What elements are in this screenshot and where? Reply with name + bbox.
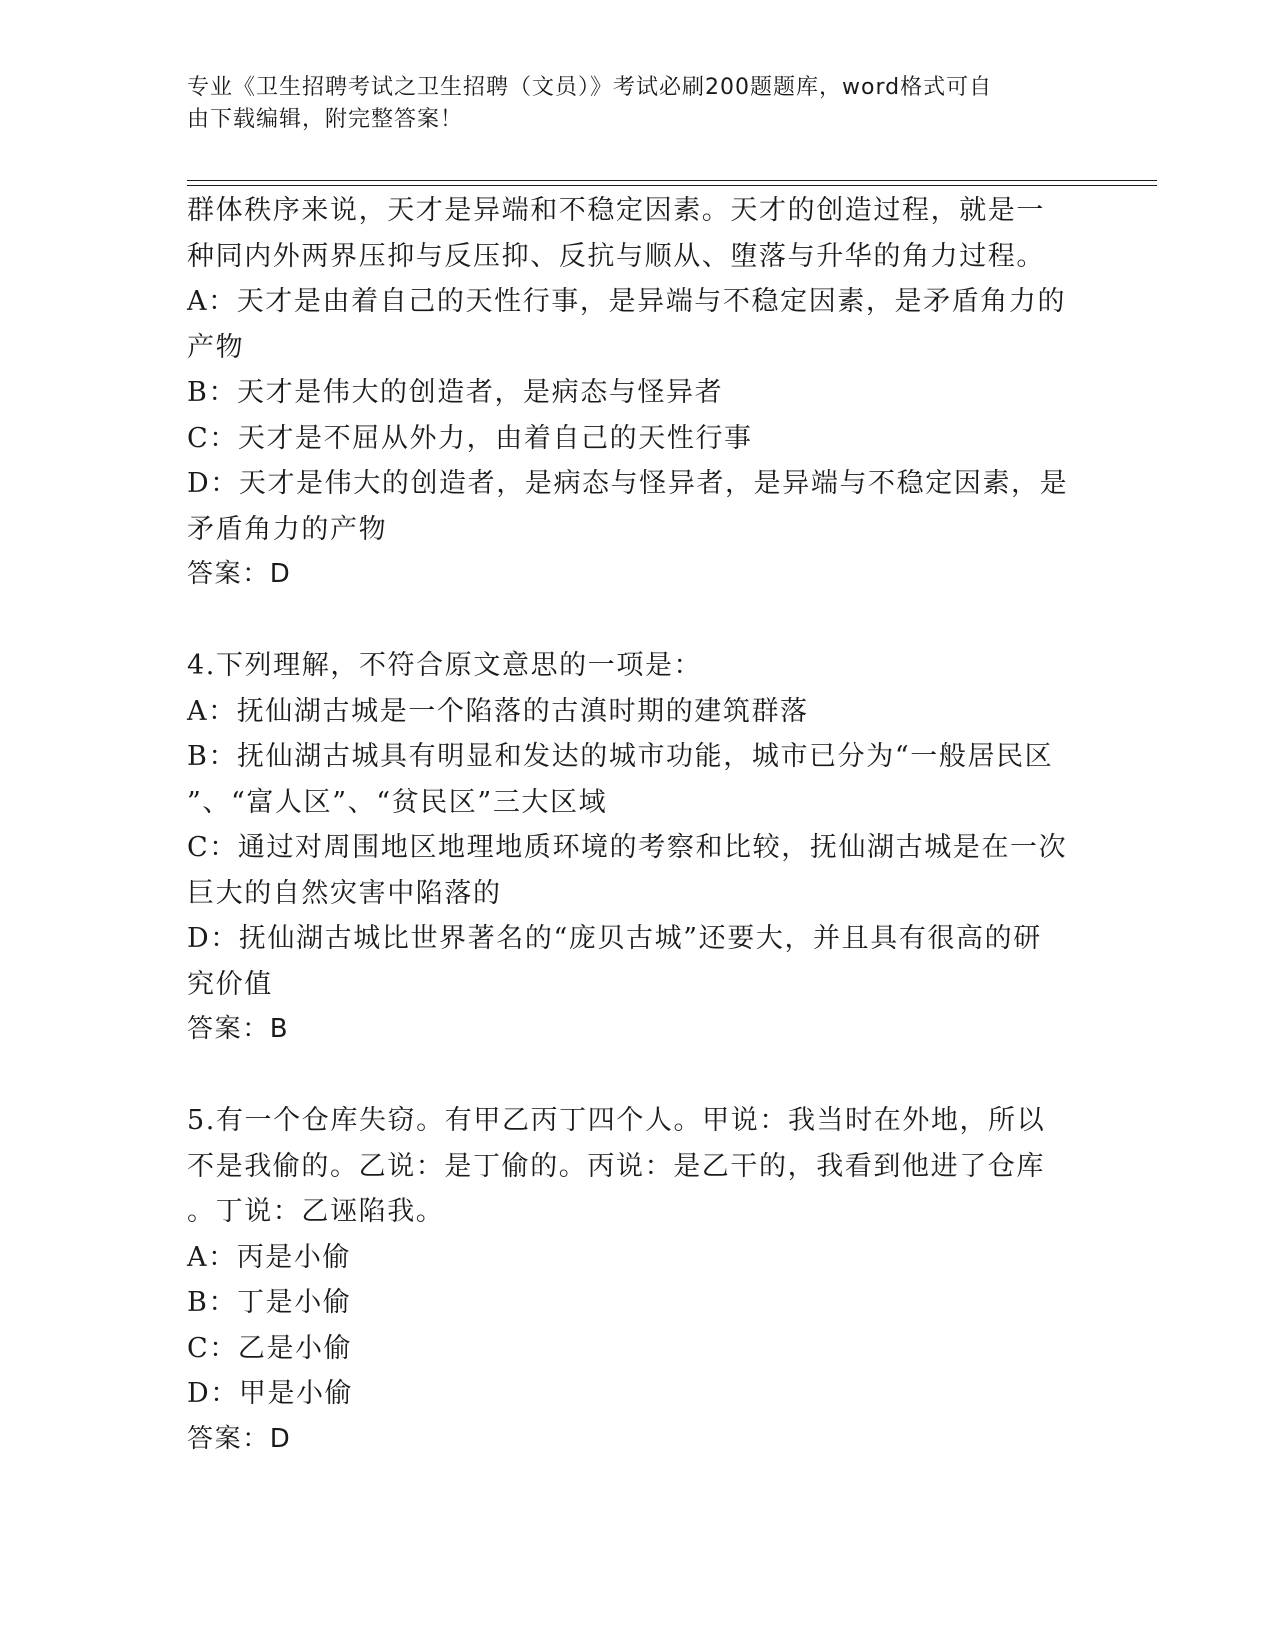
- spacer: [187, 598, 1087, 644]
- option-line: A：抚仙湖古城是一个陷落的古滇时期的建筑群落: [187, 695, 809, 727]
- header-divider-bottom: [187, 185, 1157, 186]
- option-line: D：天才是伟大的创造者，是病态与怪异者，是异端与不稳定因素，是: [187, 468, 1069, 499]
- question-stem: 5.有一个仓库失窃。有甲乙丙丁四个人。甲说：我当时在外地，所以: [187, 1105, 1046, 1136]
- option-line: 产物: [187, 331, 245, 363]
- option-b: [187, 734, 1087, 825]
- option-line: 究价值: [187, 968, 273, 1000]
- question-stem: 不是我偷的。乙说：是丁偷的。丙说：是乙干的，我看到他进了仓库: [187, 1150, 1045, 1182]
- passage-line: 种同内外两界压抑与反压抑、反抗与顺从、堕落与升华的角力过程。: [187, 240, 1045, 272]
- option-d: [187, 461, 1087, 552]
- option-d: [187, 1371, 1087, 1417]
- option-line: ”、“富人区”、“贫民区”三大区域: [187, 786, 608, 818]
- option-a: [187, 689, 1087, 735]
- answer-text: 答案：D: [187, 559, 292, 589]
- option-line: D：抚仙湖古城比世界著名的“庞贝古城”还要大，并且具有很高的研: [187, 923, 1042, 954]
- option-a: [187, 279, 1087, 370]
- option-line: D：甲是小偷: [187, 1378, 354, 1409]
- header-line: 由下载编辑，附完整答案！: [187, 107, 464, 132]
- option-line: C：天才是不屈从外力，由着自己的天性行事: [187, 422, 753, 454]
- passage-line: 群体秩序来说，天才是异端和不稳定因素。天才的创造过程，就是一: [187, 195, 1045, 226]
- header-divider-top: [187, 180, 1157, 181]
- question-stem: 。丁说：乙诬陷我。: [187, 1196, 445, 1227]
- spacer: [187, 1053, 1087, 1099]
- answer-text: 答案：B: [187, 1014, 290, 1044]
- option-line: B：抚仙湖古城具有明显和发达的城市功能，城市已分为“一般居民区: [187, 741, 1054, 772]
- option-line: 巨大的自然灾害中陷落的: [187, 877, 502, 909]
- passage-continuation: [187, 188, 1087, 279]
- question-5: [187, 1098, 1087, 1462]
- option-line: C：乙是小偷: [187, 1332, 353, 1364]
- option-line: 矛盾角力的产物: [187, 513, 388, 545]
- answer-text: 答案：D: [187, 1423, 292, 1454]
- option-b: [187, 1280, 1087, 1326]
- option-line: C：通过对周围地区地理地质环境的考察和比较，抚仙湖古城是在一次: [187, 832, 1068, 863]
- document-header: [187, 72, 1087, 136]
- option-line: B：丁是小偷: [187, 1287, 352, 1318]
- option-c: [187, 825, 1087, 916]
- option-b: [187, 370, 1087, 416]
- option-line: B：天才是伟大的创造者，是病态与怪异者: [187, 377, 724, 408]
- option-a: [187, 1235, 1087, 1281]
- option-d: [187, 916, 1087, 1007]
- option-line: A：丙是小偷: [187, 1241, 352, 1273]
- option-line: A：天才是由着自己的天性行事，是异端与不稳定因素，是矛盾角力的: [187, 286, 1067, 317]
- option-c: [187, 1326, 1087, 1372]
- option-c: [187, 416, 1087, 462]
- question-stem: 4.下列理解，不符合原文意思的一项是：: [187, 650, 703, 681]
- header-line: 专业《卫生招聘考试之卫生招聘（文员）》考试必刷200题题库，word格式可自: [187, 75, 993, 100]
- question-3: [187, 279, 1087, 598]
- document-body: [187, 188, 1087, 1462]
- question-4: [187, 643, 1087, 1053]
